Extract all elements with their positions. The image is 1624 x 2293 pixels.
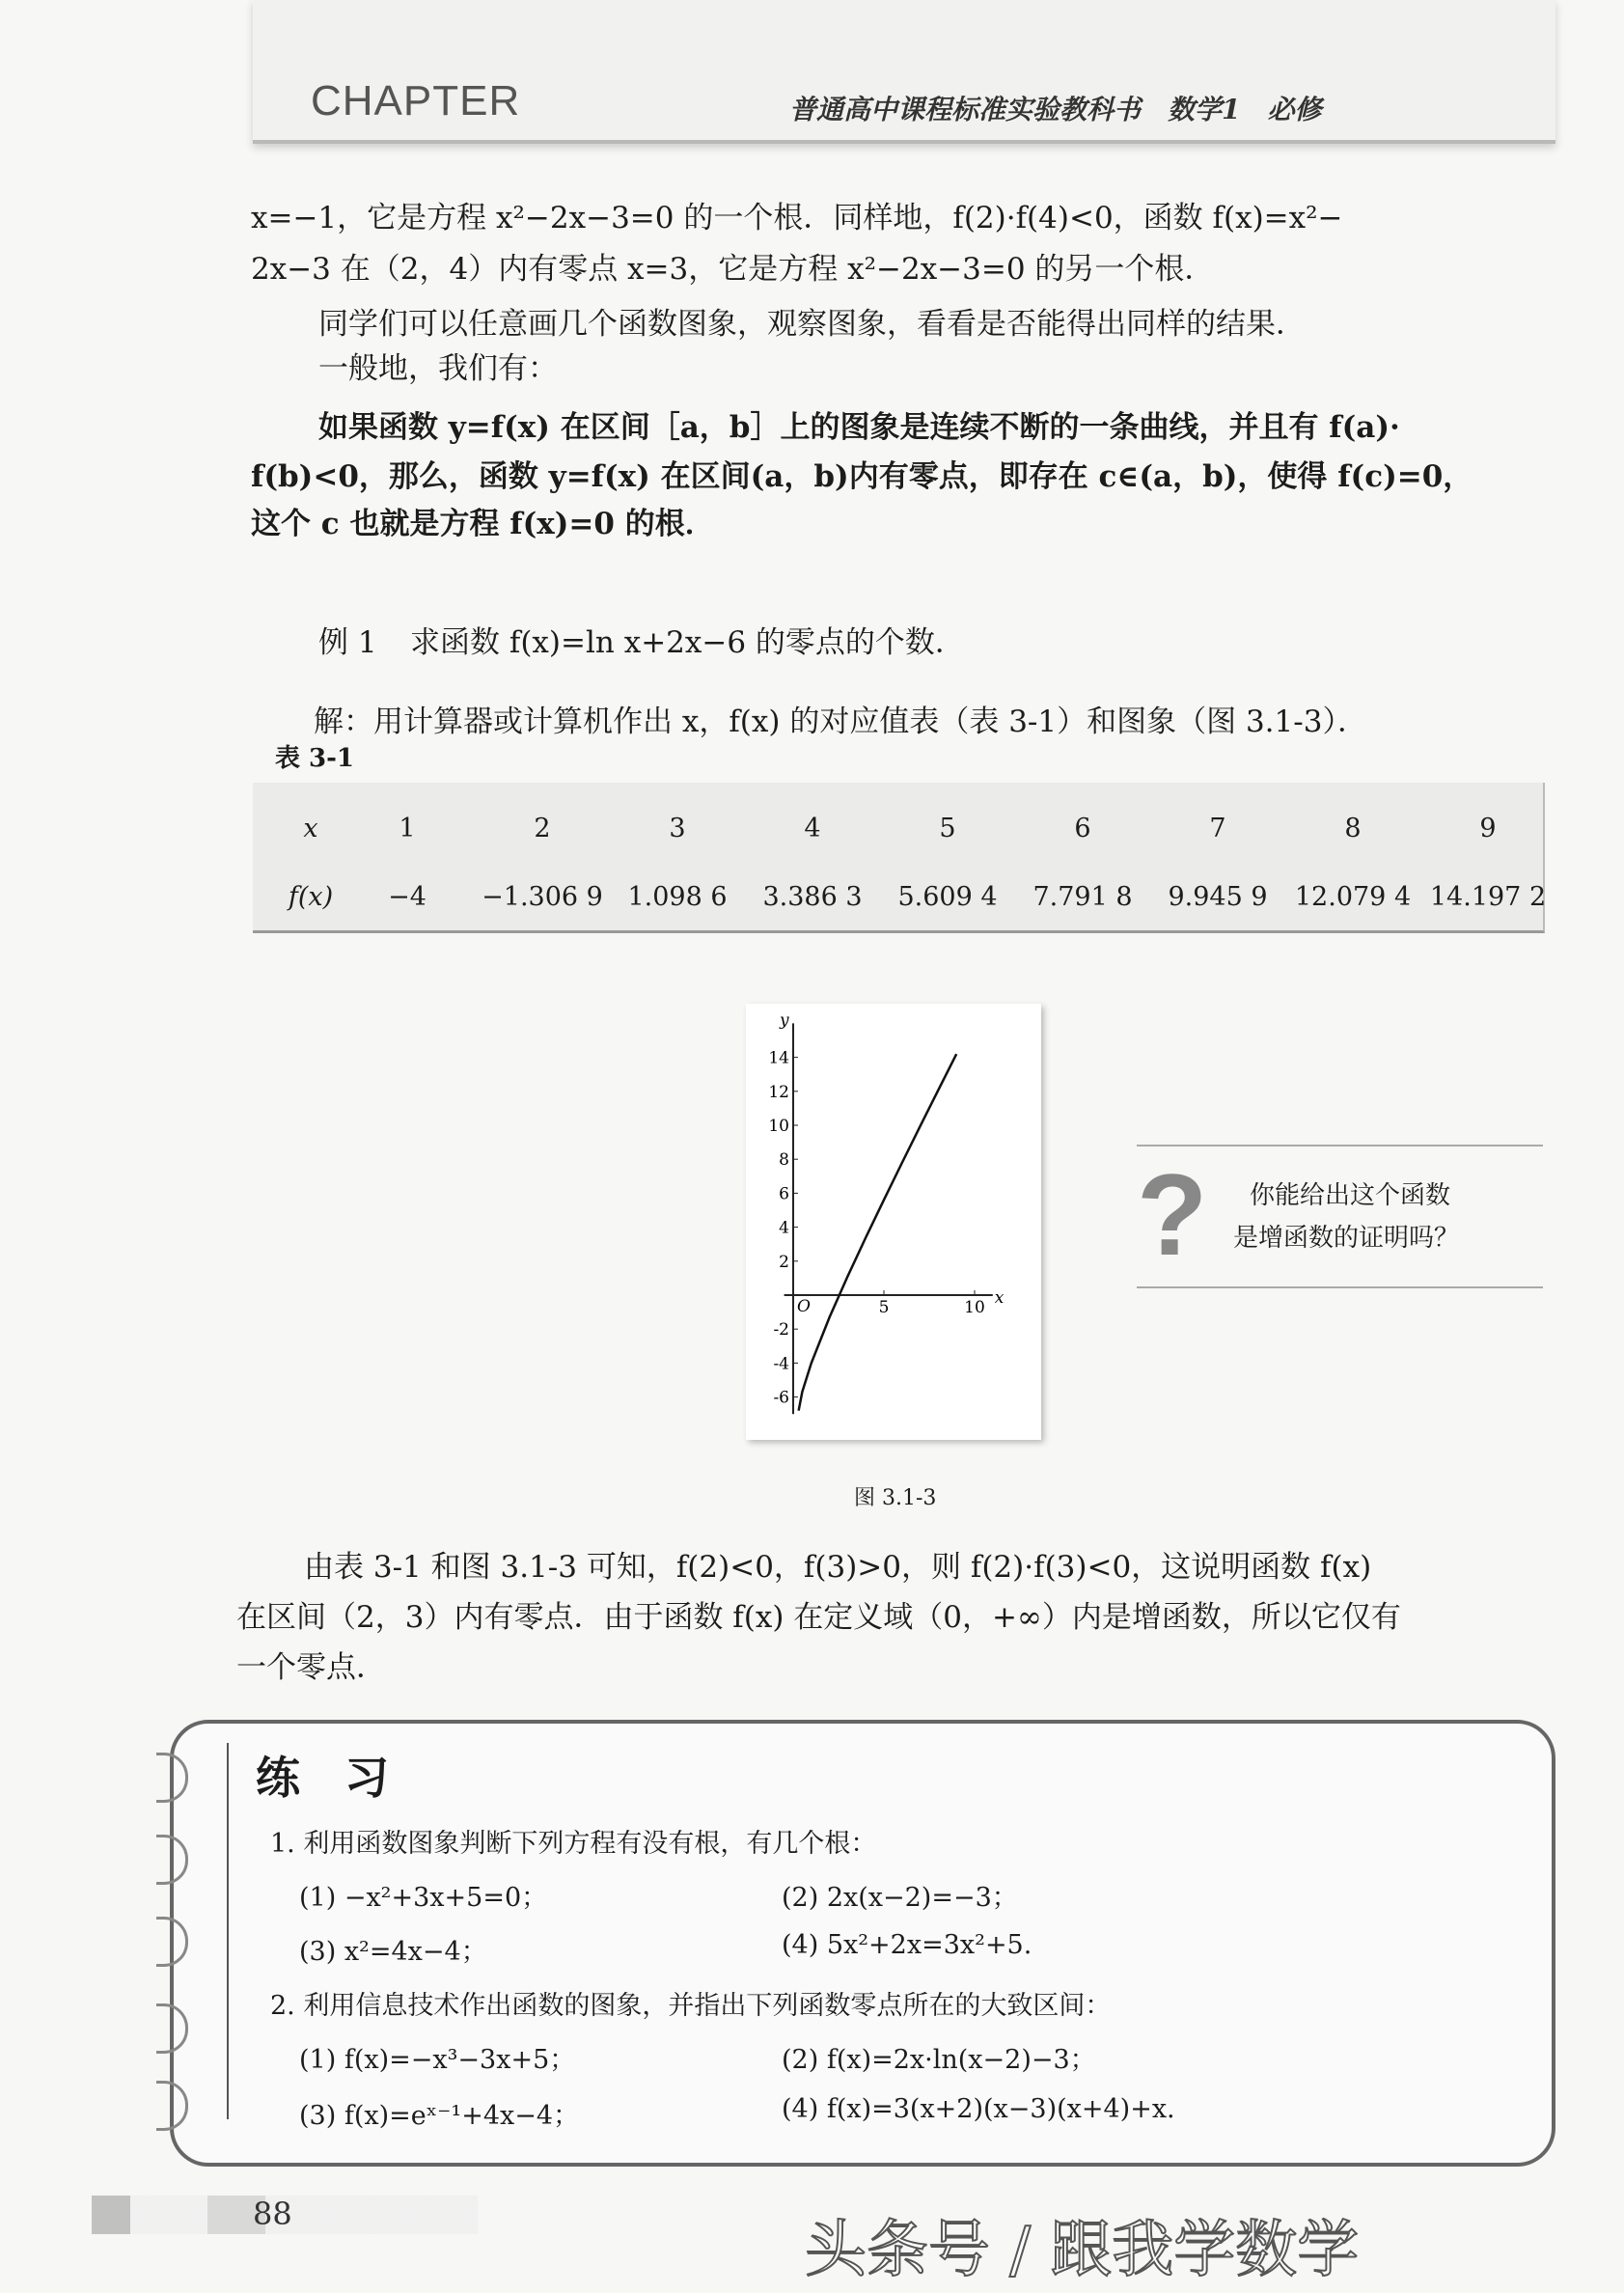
table-cell-x: 5 [939, 814, 956, 843]
question-item: (2) f(x)=2x·ln(x−2)−3； [782, 2045, 1096, 2075]
chapter-label: CHAPTER [311, 77, 521, 124]
table-cell-fx: 1.098 6 [627, 882, 728, 912]
table-cell-x: 8 [1344, 814, 1362, 843]
x-tick-label: 5 [878, 1298, 890, 1317]
graph-svg [746, 1004, 1041, 1440]
x-axis-label: x [994, 1288, 1005, 1308]
table-cell-x: 3 [669, 814, 686, 843]
theorem-line: 如果函数 y=f(x) 在区间［a，b］上的图象是连续不断的一条曲线，并且有 f(a)· [318, 410, 1400, 445]
y-tick-label: -6 [773, 1388, 789, 1408]
binder-ring-icon [156, 1753, 188, 1803]
paragraph-line: 同学们可以任意画几个函数图象，观察图象，看看是否能得出同样的结果． [318, 307, 1306, 342]
y-tick-label: 12 [768, 1082, 789, 1102]
table-cell-fx: −1.306 9 [482, 882, 603, 912]
question-item: (4) f(x)=3(x+2)(x−3)(x+4)+x. [782, 2094, 1175, 2124]
binder-ring-icon [156, 1835, 188, 1885]
value-table [253, 783, 1545, 933]
table-cell-fx: 9.945 9 [1168, 882, 1268, 912]
callout-line: 是增函数的证明吗？ [1233, 1224, 1460, 1253]
question-item: (2) 2x(x−2)=−3； [782, 1883, 1018, 1913]
origin-label: O [797, 1297, 811, 1316]
paragraph-line: 一般地，我们有： [318, 351, 558, 386]
binder-ring-icon [156, 2003, 188, 2054]
question-2: 2. 利用信息技术作出函数的图象，并指出下列函数零点所在的大致区间： [270, 1991, 1112, 2021]
exercise-title: 练 习 [256, 1752, 389, 1804]
y-tick-label: 10 [768, 1117, 789, 1136]
row-label-fx: f(x) [288, 882, 334, 912]
y-tick-label: 6 [779, 1184, 789, 1204]
y-tick-label: 2 [779, 1252, 789, 1272]
table-cell-fx: 14.197 2 [1429, 882, 1547, 912]
example-label: 例 1 [318, 625, 377, 660]
question-item: (4) 5x²+2x=3x²+5. [782, 1930, 1032, 1960]
conclusion-line: 由表 3-1 和图 3.1-3 可知，f(2)<0，f(3)>0，则 f(2)·f(3)<0，这说明函数 f(x) [304, 1550, 1372, 1585]
exercise-box [170, 1720, 1555, 2167]
binder-ring-icon [156, 1917, 188, 1967]
theorem-line: f(b)<0，那么，函数 y=f(x) 在区间(a，b)内有零点，即存在 c∈(a，b)，使得 f(c)=0， [251, 459, 1473, 494]
callout-line: 你能给出这个函数 [1250, 1181, 1451, 1210]
x-tick-label: 10 [964, 1298, 985, 1317]
binder-ring-icon [156, 2081, 188, 2131]
row-label-x: x [303, 814, 318, 843]
question-item: (1) f(x)=−x³−3x+5； [299, 2045, 576, 2075]
table-cell-x: 4 [804, 814, 821, 843]
example-text: 求函数 f(x)=ln x+2x−6 的零点的个数． [410, 625, 965, 660]
y-tick-label: 14 [768, 1048, 789, 1068]
conclusion-line: 在区间（2，3）内有零点．由于函数 f(x) 在定义域（0，+∞）内是增函数，所以它仅有 [236, 1600, 1401, 1635]
table-cell-fx: −4 [388, 882, 427, 912]
table-caption: 表 3-1 [275, 744, 355, 773]
y-tick-label: 4 [779, 1218, 789, 1238]
y-tick-label: 8 [779, 1150, 789, 1171]
question-item: (1) −x²+3x+5=0； [299, 1883, 548, 1913]
table-cell-x: 6 [1074, 814, 1091, 843]
y-axis-label: y [780, 1010, 789, 1031]
y-tick-label: -4 [773, 1354, 789, 1374]
theorem-line: 这个 c 也就是方程 f(x)=0 的根． [251, 507, 715, 541]
conclusion-line: 一个零点． [236, 1650, 386, 1685]
table-cell-fx: 5.609 4 [897, 882, 998, 912]
table-cell-x: 9 [1479, 814, 1497, 843]
paragraph-line: x=−1，它是方程 x²−2x−3=0 的一个根．同样地，f(2)·f(4)<0，函数 f(x)=x²− [251, 201, 1343, 235]
watermark: 头条号 / 跟我学数学 [805, 2215, 1360, 2286]
book-title: 普通高中课程标准实验教科书 数学1 必修 [789, 94, 1322, 125]
table-cell-fx: 12.079 4 [1294, 882, 1412, 912]
function-graph [746, 1004, 1041, 1440]
page-number: 88 [253, 2196, 292, 2232]
table-cell-x: 7 [1209, 814, 1226, 843]
question-mark-icon: ? [1137, 1150, 1208, 1280]
question-item: (3) f(x)=eˣ⁻¹+4x−4； [299, 2101, 580, 2131]
question-1: 1. 利用函数图象判断下列方程有没有根，有几个根： [270, 1829, 877, 1859]
solution-text: 解：用计算器或计算机作出 x，f(x) 的对应值表（表 3-1）和图象（图 3.1-3）． [314, 704, 1367, 739]
question-item: (3) x²=4x−4； [299, 1937, 487, 1967]
paragraph-line: 2x−3 在（2，4）内有零点 x=3，它是方程 x²−2x−3=0 的另一个根． [251, 252, 1215, 287]
function-curve [799, 1054, 957, 1411]
table-cell-fx: 7.791 8 [1032, 882, 1133, 912]
figure-caption: 图 3.1-3 [854, 1486, 937, 1510]
divider [227, 1743, 229, 2119]
table-cell-x: 2 [534, 814, 551, 843]
y-tick-label: -2 [773, 1320, 789, 1340]
table-cell-fx: 3.386 3 [762, 882, 863, 912]
table-cell-x: 1 [399, 814, 416, 843]
